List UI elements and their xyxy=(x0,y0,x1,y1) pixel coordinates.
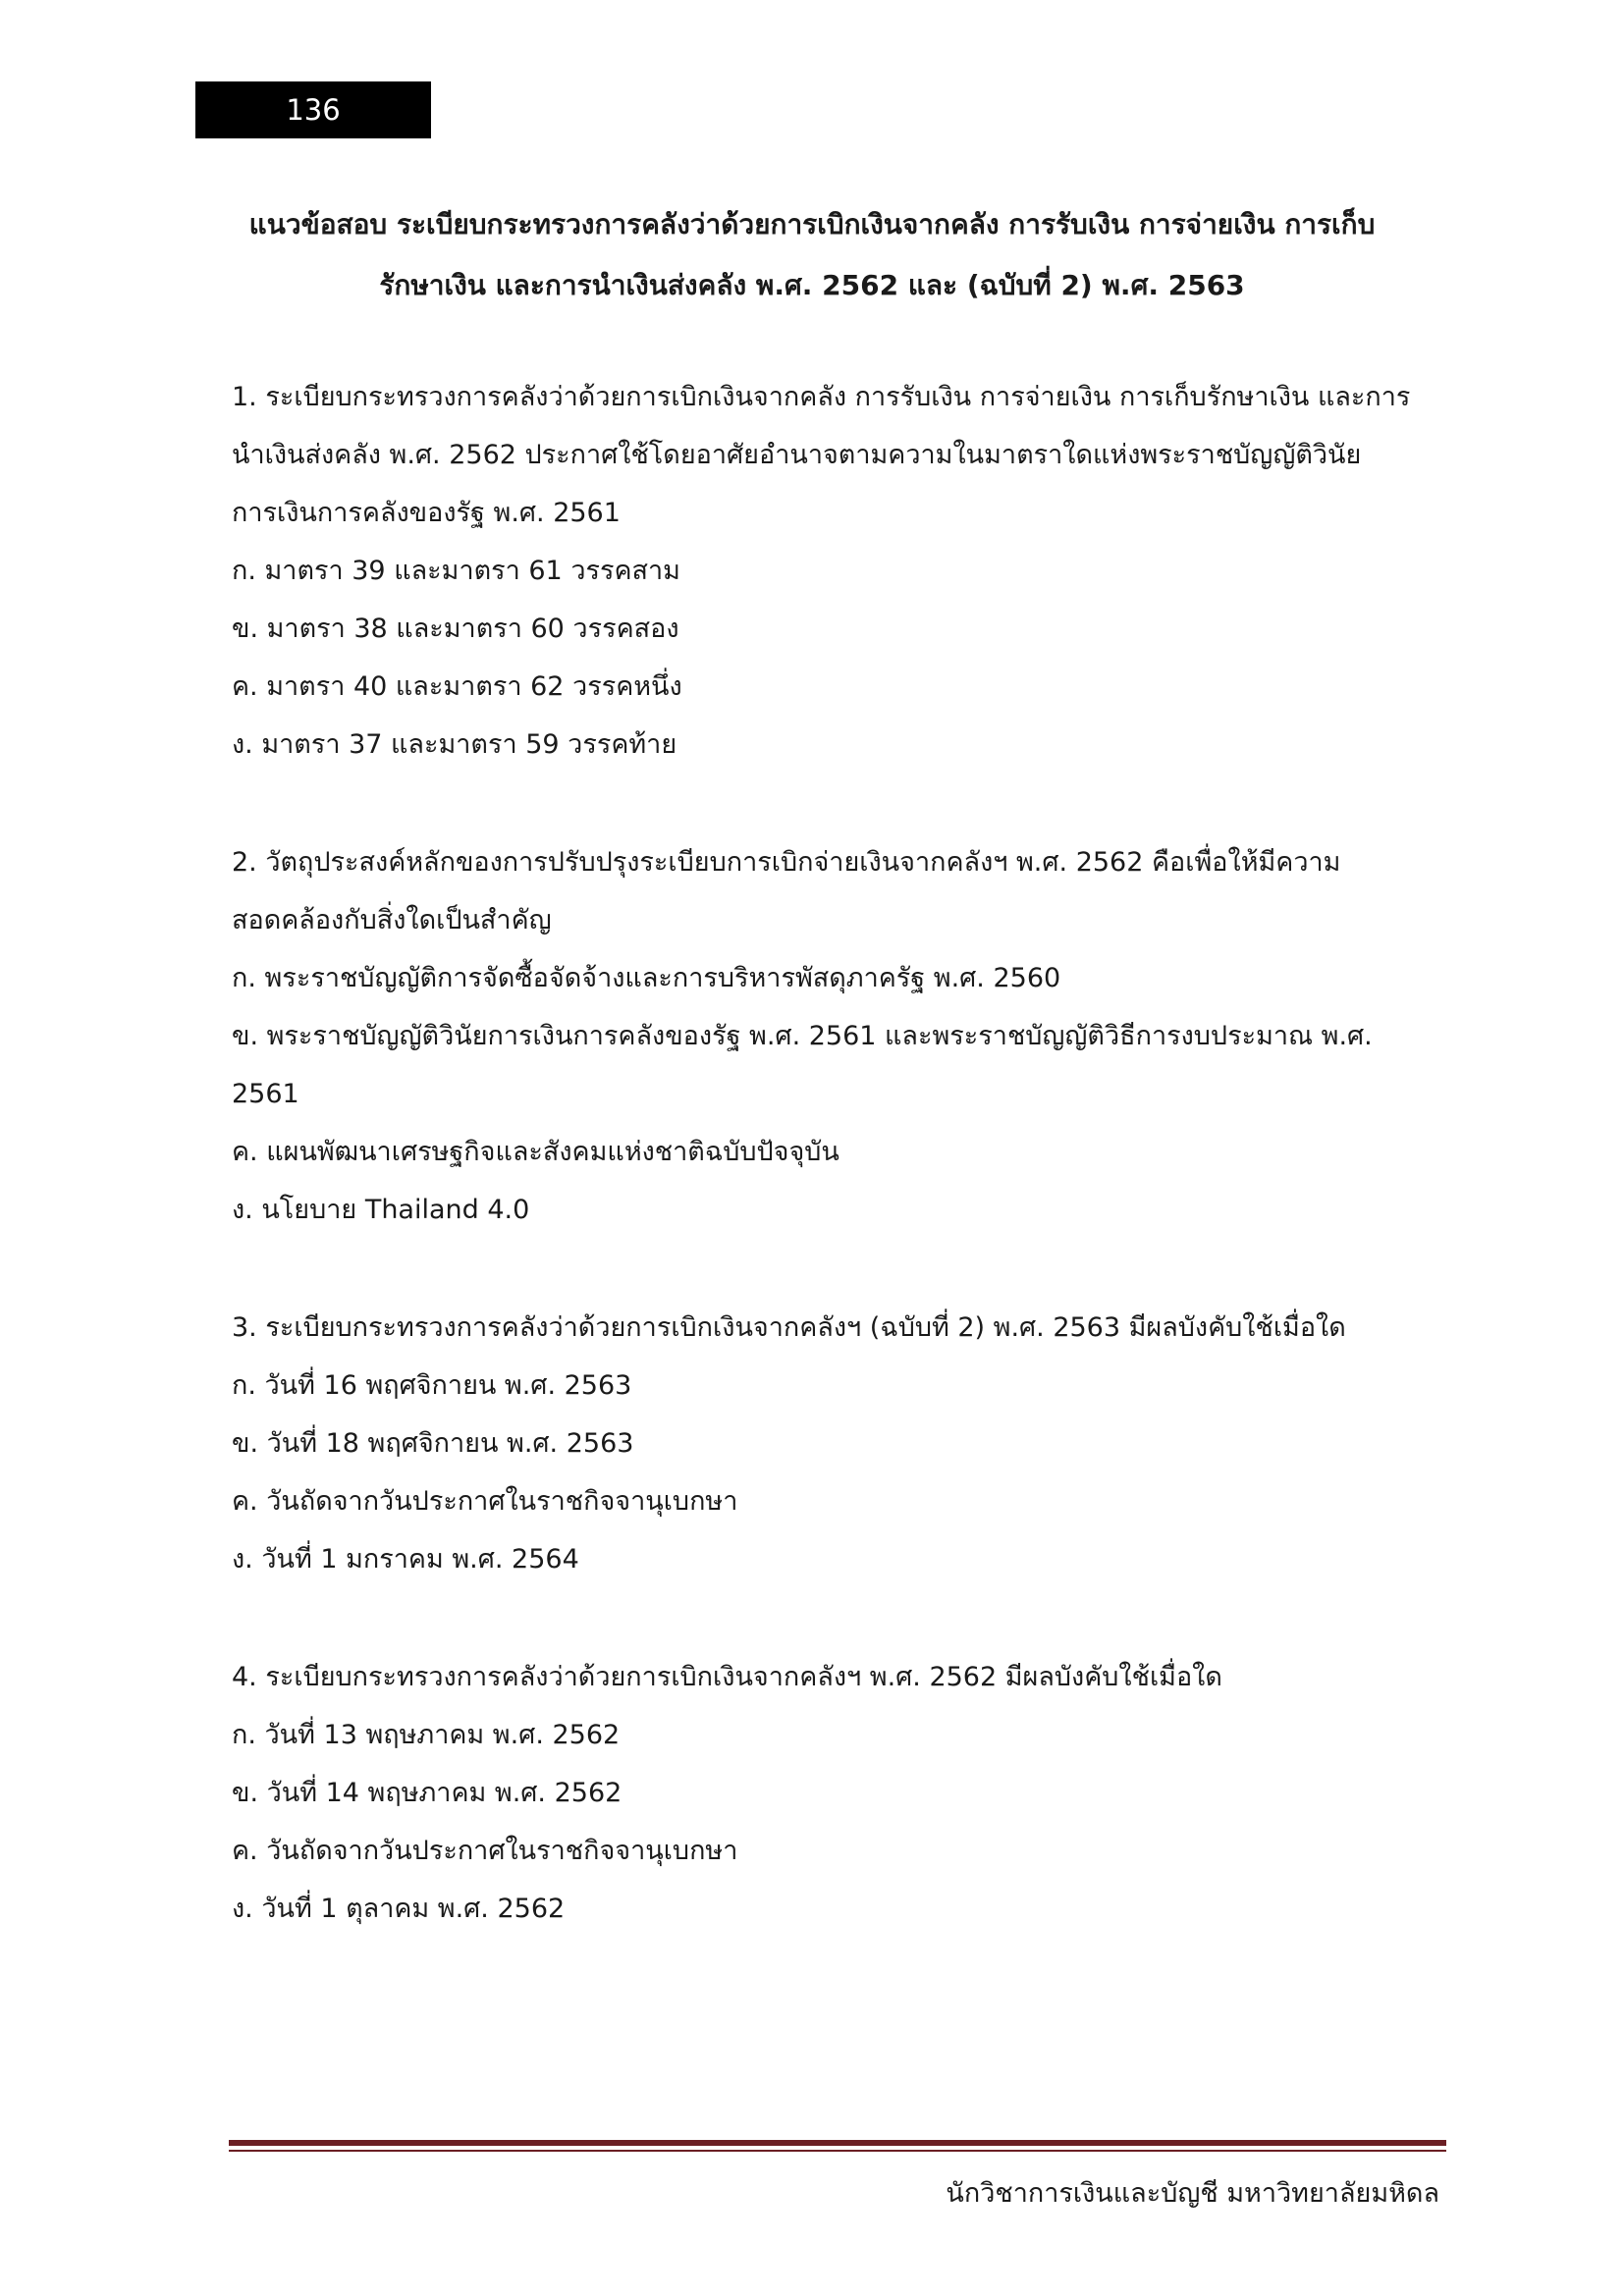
title-line-2: รักษาเงิน และการนำเงินส่งคลัง พ.ศ. 2562 และ (ฉบับที่ 2) พ.ศ. 2563 xyxy=(379,269,1245,301)
choice-b: ข. พระราชบัญญัติวินัยการเงินการคลังของรัฐ พ.ศ. 2561 และพระราชบัญญัติวิธีการงบประมาณ พ.ศ. xyxy=(232,1021,1373,1051)
question-text: 1. ระเบียบกระทรวงการคลังว่าด้วยการเบิกเงินจากคลัง การรับเงิน การจ่ายเงิน การเก็บรักษาเงิน และการ xyxy=(232,382,1411,412)
choice-a: ก. วันที่ 16 พฤศจิกายน พ.ศ. 2563 xyxy=(232,1370,632,1401)
choice-d: ง. นโยบาย Thailand 4.0 xyxy=(232,1195,530,1225)
question-3 xyxy=(232,1299,1449,1588)
page-number-box xyxy=(195,81,431,138)
choice-b: ข. วันที่ 18 พฤศจิกายน พ.ศ. 2563 xyxy=(232,1428,634,1459)
question-2 xyxy=(232,833,1449,1239)
question-text: 4. ระเบียบกระทรวงการคลังว่าด้วยการเบิกเงินจากคลังฯ พ.ศ. 2562 มีผลบังคับใช้เมื่อใด xyxy=(232,1662,1222,1692)
choice-d: ง. มาตรา 37 และมาตรา 59 วรรคท้าย xyxy=(232,729,677,760)
choice-d: ง. วันที่ 1 มกราคม พ.ศ. 2564 xyxy=(232,1544,579,1575)
question-list xyxy=(232,368,1449,1998)
choice-b: ข. มาตรา 38 และมาตรา 60 วรรคสอง xyxy=(232,614,679,644)
choice-c: ค. วันถัดจากวันประกาศในราชกิจจานุเบกษา xyxy=(232,1486,738,1517)
choice-c: ค. วันถัดจากวันประกาศในราชกิจจานุเบกษา xyxy=(232,1836,738,1866)
question-4 xyxy=(232,1648,1449,1938)
question-text: 3. ระเบียบกระทรวงการคลังว่าด้วยการเบิกเงินจากคลังฯ (ฉบับที่ 2) พ.ศ. 2563 มีผลบังคับใช้เมื่อใด xyxy=(232,1312,1346,1343)
footer-text: นักวิชาการเงินและบัญชี มหาวิทยาลัยมหิดล xyxy=(946,2178,1439,2209)
question-text: นำเงินส่งคลัง พ.ศ. 2562 ประกาศใช้โดยอาศัยอำนาจตามความในมาตราใดแห่งพระราชบัญญัติวินัย xyxy=(232,440,1362,470)
question-text: 2. วัตถุประสงค์หลักของการปรับปรุงระเบียบการเบิกจ่ายเงินจากคลังฯ พ.ศ. 2562 คือเพื่อให้มีความ xyxy=(232,847,1341,878)
choice-a: ก. มาตรา 39 และมาตรา 61 วรรคสาม xyxy=(232,556,680,586)
choice-c: ค. มาตรา 40 และมาตรา 62 วรรคหนึ่ง xyxy=(232,671,682,702)
question-text: การเงินการคลังของรัฐ พ.ศ. 2561 xyxy=(232,498,621,528)
document-title xyxy=(147,194,1477,316)
choice-a: ก. พระราชบัญญัติการจัดซื้อจัดจ้างและการบริหารพัสดุภาครัฐ พ.ศ. 2560 xyxy=(232,963,1061,993)
footer-rule-thin xyxy=(229,2150,1446,2152)
choice-c: ค. แผนพัฒนาเศรษฐกิจและสังคมแห่งชาติฉบับปัจจุบัน xyxy=(232,1137,839,1167)
choice-a: ก. วันที่ 13 พฤษภาคม พ.ศ. 2562 xyxy=(232,1720,621,1750)
question-1 xyxy=(232,368,1449,774)
choice-b: ข. วันที่ 14 พฤษภาคม พ.ศ. 2562 xyxy=(232,1778,623,1808)
choice-d: ง. วันที่ 1 ตุลาคม พ.ศ. 2562 xyxy=(232,1894,566,1924)
title-line-1: แนวข้อสอบ ระเบียบกระทรวงการคลังว่าด้วยการเบิกเงินจากคลัง การรับเงิน การจ่ายเงิน การเก็บ xyxy=(248,208,1376,240)
question-text: สอดคล้องกับสิ่งใดเป็นสำคัญ xyxy=(232,905,552,935)
page-number: 136 xyxy=(286,93,341,127)
choice-b-continued: 2561 xyxy=(232,1079,299,1109)
footer-rule-thick xyxy=(229,2140,1446,2146)
